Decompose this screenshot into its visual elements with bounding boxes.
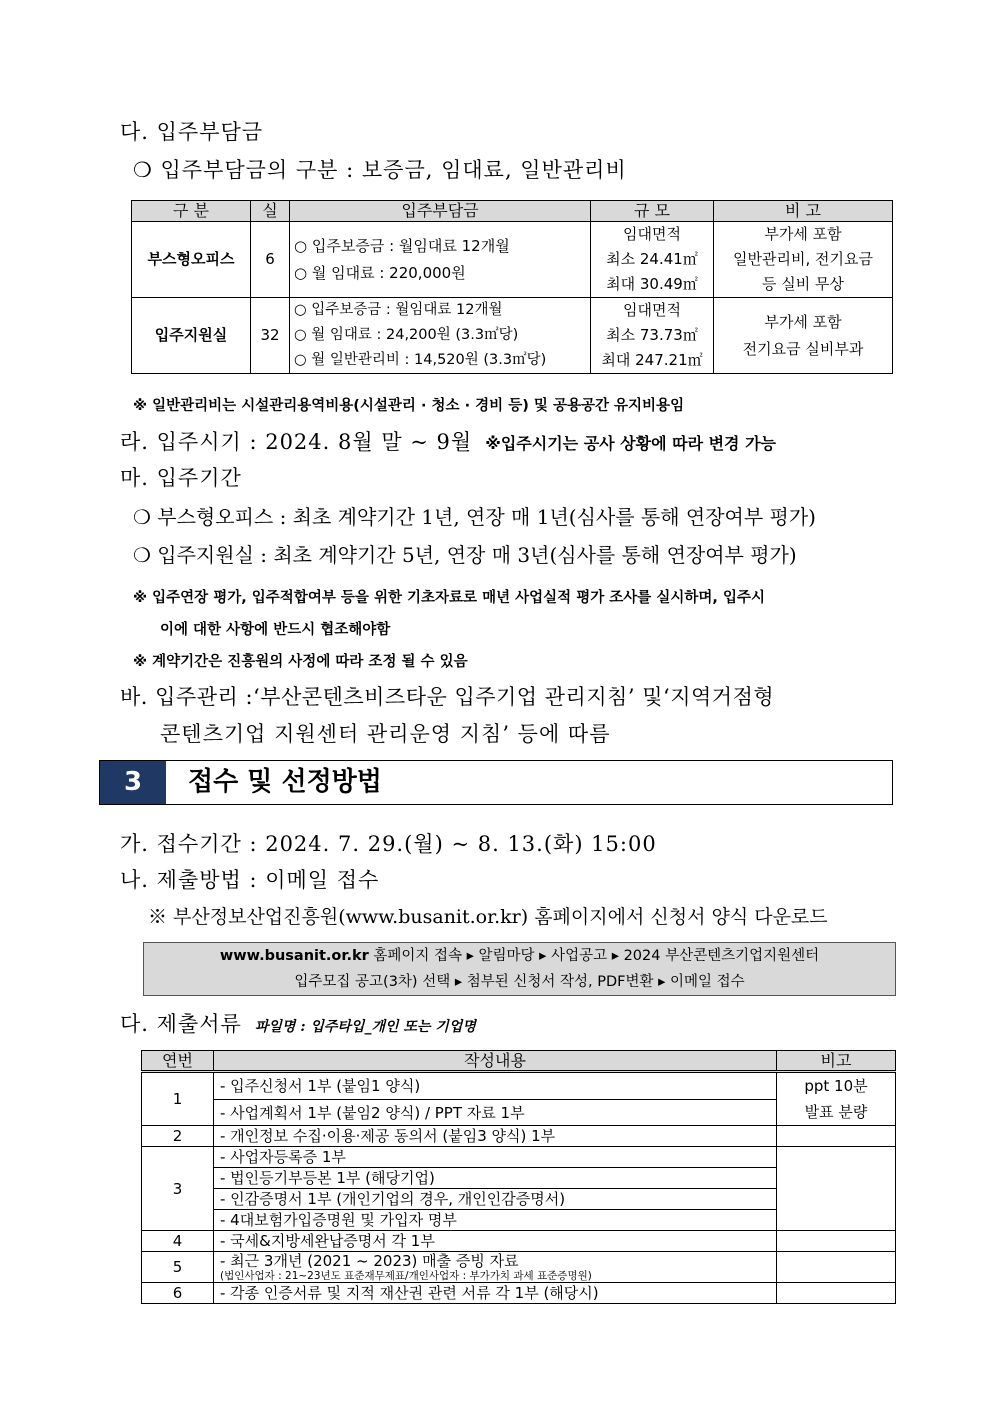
- site-url[interactable]: www.busanit.or.kr: [219, 948, 369, 964]
- item-content: - 입주신청서 1부 (붙임1 양식): [214, 1072, 777, 1100]
- section-title: 접수 및 선정방법: [188, 767, 382, 797]
- item-content: - 인감증명서 1부 (개인기업의 경우, 개인인감증명서): [214, 1189, 777, 1210]
- item-remark: ppt 10분: [804, 1077, 868, 1096]
- heading-period: 마. 입주기간: [120, 466, 242, 490]
- procedure-line: 입주모집 공고(3차) 선택 ▸ 첨부된 신청서 작성, PDF변환 ▸ 이메일 접수: [294, 974, 745, 990]
- heading-fee: 다. 입주부담금: [120, 120, 264, 144]
- item-content: - 사업계획서 1부 (붙임2 양식) / PPT 자료 1부: [214, 1099, 777, 1125]
- remark-line: 등 실비 무상: [762, 275, 844, 293]
- section-number: 3: [100, 761, 166, 804]
- cell-rooms: 6: [251, 222, 290, 298]
- item-number: 5: [142, 1252, 214, 1283]
- fee-table: [131, 200, 893, 374]
- item-number: 1: [142, 1072, 214, 1126]
- filename-rule: 파일명 : 입주타입_개인 또는 기업명: [254, 1019, 476, 1035]
- note-maintenance: ※ 일반관리비는 시설관리용역비용(시설관리 · 청소 · 경비 등) 및 공용공간 유지비용임: [133, 398, 685, 414]
- section-header: [99, 760, 893, 805]
- item-content: - 4대보험가입증명원 및 가입자 명부: [214, 1210, 777, 1231]
- period-support: ❍ 입주지원실 : 최초 계약기간 5년, 연장 매 3년(심사를 통해 연장여부 평가): [133, 543, 797, 567]
- cell-type: 입주지원실: [132, 298, 251, 374]
- fee-line: ○ 월 임대료 : 220,000원: [294, 263, 466, 282]
- item-subnote: (법인사업자 : 21~23년도 표준재무제표/개인사업자 : 부가가치 과세 표준증명원): [220, 1270, 592, 1283]
- col-header: 작성내용: [214, 1051, 777, 1072]
- management-line1: 바. 입주관리 :‘부산콘텐츠비즈타운 입주기업 관리지침’ 및‘지역거점형: [120, 685, 775, 709]
- note-evaluation: ※ 입주연장 평가, 입주적합여부 등을 위한 기초자료로 매년 사업실적 평가 조사를 실시하며, 입주시: [133, 590, 765, 606]
- item-number: 4: [142, 1231, 214, 1252]
- item-content: - 최근 3개년 (2021 ~ 2023) 매출 증빙 자료: [220, 1252, 519, 1271]
- item-remark: 발표 분량: [804, 1103, 868, 1122]
- period-booth: ❍ 부스형오피스 : 최초 계약기간 1년, 연장 매 1년(심사를 통해 연장여부 평가): [133, 505, 816, 529]
- col-header: 실: [251, 201, 290, 222]
- procedure-line: 홈페이지 접속 ▸ 알림마당 ▸ 사업공고 ▸ 2024 부산콘텐츠기업지원센터: [368, 948, 820, 964]
- col-header: 입주부담금: [290, 201, 591, 222]
- table-row: [132, 222, 893, 298]
- scale-line: 최대 30.49㎡: [606, 275, 698, 293]
- item-content: - 각종 인증서류 및 지적 재산권 관련 서류 각 1부 (해당시): [214, 1283, 777, 1304]
- documents-table: [141, 1050, 896, 1304]
- move-in-time: 라. 입주시기 : 2024. 8월 말 ~ 9월: [120, 430, 473, 454]
- download-note: ※ 부산정보산업진흥원(www.busanit.or.kr) 홈페이지에서 신청서 양식 다운로드: [148, 906, 828, 928]
- scale-line: 최소 24.41㎡: [606, 250, 698, 268]
- item-content: - 국세&지방세완납증명서 각 1부: [214, 1231, 777, 1252]
- note-evaluation-cont: 이에 대한 사항에 반드시 협조해야함: [160, 622, 391, 638]
- item-content: - 법인등기부등본 1부 (해당기업): [214, 1168, 777, 1189]
- submission-method: 나. 제출방법 : 이메일 접수: [120, 868, 380, 892]
- item-number: 2: [142, 1126, 214, 1147]
- item-content: - 사업자등록증 1부: [214, 1147, 777, 1168]
- note-contract: ※ 계약기간은 진흥원의 사정에 따라 조정 될 수 있음: [133, 654, 468, 670]
- remark-line: 부가세 포함: [764, 312, 842, 331]
- move-in-note: ※입주시기는 공사 상황에 따라 변경 가능: [485, 434, 776, 453]
- fee-line: ○ 월 일반관리비 : 14,520원 (3.3㎡당): [294, 352, 547, 368]
- management-line2: 콘텐츠기업 지원센터 관리운영 지침’ 등에 따름: [160, 722, 611, 746]
- col-header: 비 고: [714, 201, 893, 222]
- table-row: [132, 298, 893, 374]
- scale-line: 최대 247.21㎡: [601, 351, 703, 369]
- col-header: 구 분: [132, 201, 251, 222]
- application-period: 가. 접수기간 : 2024. 7. 29.(월) ~ 8. 13.(화) 15:00: [120, 832, 657, 856]
- item-number: 3: [142, 1147, 214, 1231]
- remark-line: 부가세 포함: [764, 225, 842, 243]
- scale-line: 최소 73.73㎡: [606, 326, 698, 344]
- col-header: 연번: [142, 1051, 214, 1072]
- table-row: [142, 1126, 896, 1147]
- fee-line: ○ 입주보증금 : 월임대료 12개월: [294, 302, 503, 318]
- procedure-box: [143, 942, 896, 996]
- item-number: 6: [142, 1283, 214, 1304]
- cell-type: 부스형오피스: [132, 222, 251, 298]
- table-row: [142, 1231, 896, 1252]
- col-header: 규 모: [591, 201, 714, 222]
- fee-bullet: ❍ 입주부담금의 구분 : 보증금, 임대료, 일반관리비: [133, 158, 627, 182]
- table-row: [142, 1283, 896, 1304]
- remark-line: 일반관리비, 전기요금: [733, 250, 873, 268]
- remark-line: 전기요금 실비부과: [742, 339, 864, 358]
- cell-rooms: 32: [251, 298, 290, 374]
- table-row: [142, 1147, 896, 1168]
- table-row: [142, 1072, 896, 1100]
- scale-line: 임대면적: [623, 225, 681, 243]
- scale-line: 임대면적: [623, 301, 681, 319]
- heading-documents: 다. 제출서류: [120, 1012, 242, 1036]
- col-header: 비고: [777, 1051, 896, 1072]
- fee-line: ○ 월 임대료 : 24,200원 (3.3㎡당): [294, 327, 519, 343]
- table-row: [142, 1252, 896, 1283]
- fee-line: ○ 입주보증금 : 월임대료 12개월: [294, 236, 510, 255]
- item-content: - 개인정보 수집·이용·제공 동의서 (붙임3 양식) 1부: [214, 1126, 777, 1147]
